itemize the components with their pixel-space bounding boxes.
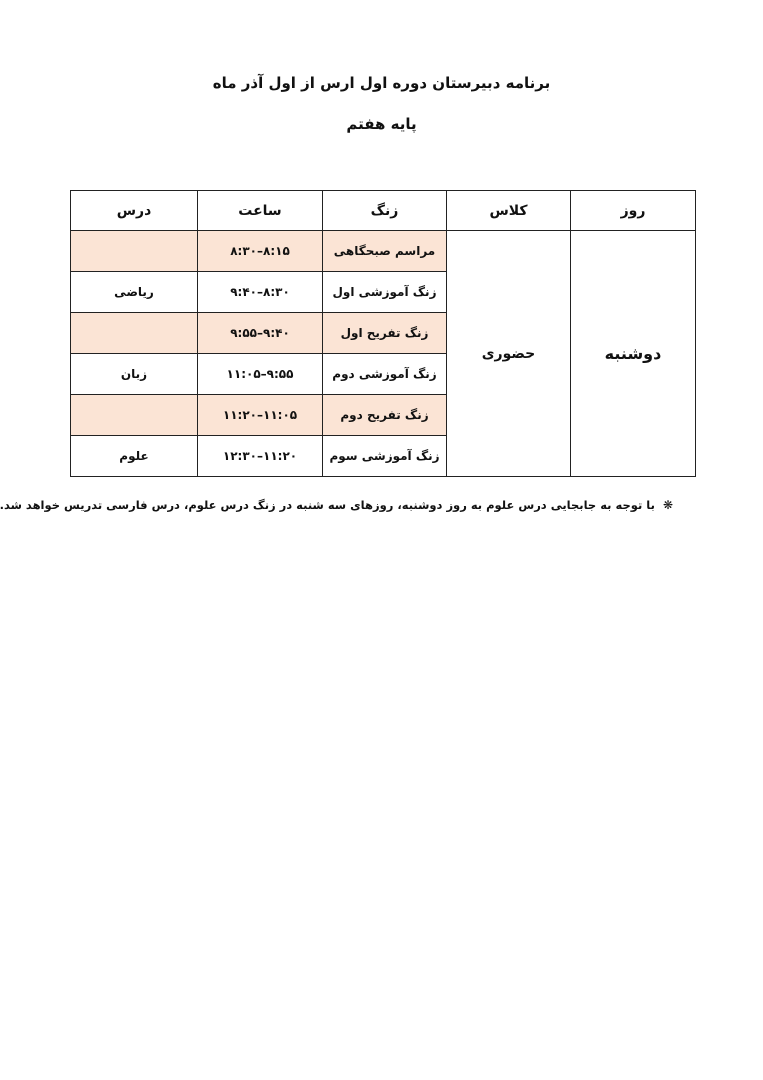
- footnote-text: با توجه به جابجایی درس علوم به روز دوشنبه، روزهای سه شنبه در زنگ درس علوم، درس فارسی تدریس خواهد شد.: [0, 498, 655, 512]
- class-type-cell: حضوری: [447, 231, 571, 477]
- bell-cell: زنگ تفریح اول: [323, 313, 447, 354]
- bell-cell: مراسم صبحگاهی: [323, 231, 447, 272]
- header-day: روز: [571, 191, 696, 231]
- bell-cell: زنگ آموزشی اول: [323, 272, 447, 313]
- subject-cell: [71, 313, 198, 354]
- header-class: کلاس: [447, 191, 571, 231]
- bell-cell: زنگ آموزشی دوم: [323, 354, 447, 395]
- document-subtitle: پایه هفتم: [346, 115, 417, 133]
- table-header-row: [71, 191, 696, 231]
- table-row: [71, 231, 696, 272]
- bell-cell: زنگ آموزشی سوم: [323, 436, 447, 477]
- subject-cell: زبان: [71, 354, 198, 395]
- subject-cell: [71, 395, 198, 436]
- time-cell: ۸:۳۰–۹:۴۰: [198, 272, 323, 313]
- time-cell: ۱۱:۰۵–۱۱:۲۰: [198, 395, 323, 436]
- footnote: [0, 498, 673, 512]
- subject-cell: ریاضی: [71, 272, 198, 313]
- asterism-icon: ❋: [662, 498, 673, 512]
- header-subject: درس: [71, 191, 198, 231]
- time-cell: ۹:۴۰–۹:۵۵: [198, 313, 323, 354]
- subject-cell: [71, 231, 198, 272]
- day-cell: دوشنبه: [571, 231, 696, 477]
- header-bell: زنگ: [323, 191, 447, 231]
- document-title: برنامه دبیرستان دوره اول ارس از اول آذر ماه: [212, 74, 551, 92]
- subject-cell: علوم: [71, 436, 198, 477]
- time-cell: ۱۱:۲۰–۱۲:۳۰: [198, 436, 323, 477]
- time-cell: ۸:۱۵–۸:۳۰: [198, 231, 323, 272]
- bell-cell: زنگ تفریح دوم: [323, 395, 447, 436]
- header-time: ساعت: [198, 191, 323, 231]
- time-cell: ۹:۵۵–۱۱:۰۵: [198, 354, 323, 395]
- schedule-table: [70, 190, 696, 477]
